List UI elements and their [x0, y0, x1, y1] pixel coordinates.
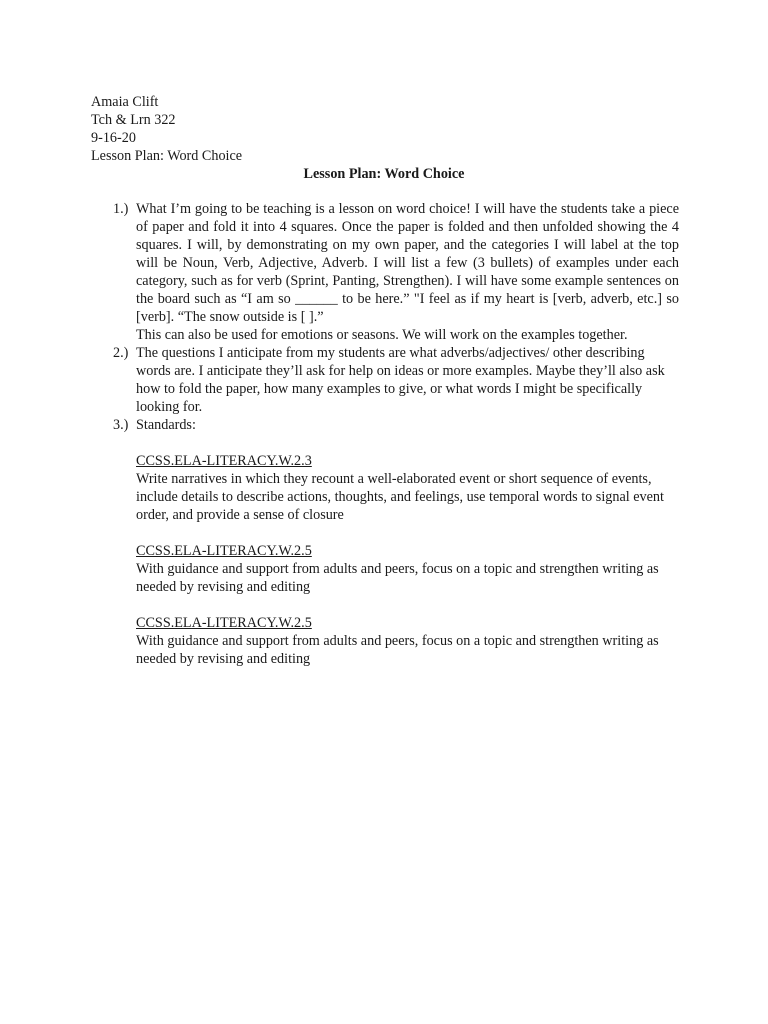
standard-entry — [136, 542, 679, 596]
author-name: Amaia Clift — [91, 94, 159, 110]
lesson-plan-list — [113, 200, 679, 686]
list-item-text: The questions I anticipate from my students are what adverbs/adjectives/ other describing words are. I anticipate they’ll ask for help on ideas or more examples. Maybe they’ll also ask how to fold the paper, how many examples to give, or what words I might be specifically looking for. — [136, 345, 665, 415]
standard-description: With guidance and support from adults and peers, focus on a topic and strengthen writing as needed by revising and editing — [136, 561, 659, 595]
standard-entry — [136, 452, 679, 524]
list-item-number: 2.) — [113, 345, 129, 361]
list-item-text: What I’m going to be teaching is a lesson on word choice! I will have the students take a piece of paper and fold it into 4 squares. Once the paper is folded and then unfolded showing the 4 squares. I will, by demonstrating on my own paper, and the categories I will label at the top will be Noun, Verb, Adjective, Adverb. I will list a few (3 bullets) of examples under each category, such as for verb (Sprint, Panting, Strengthen). I will have some example sentences on the board such as “I am so ______ to be here.” "I feel as if my heart is [verb, adverb, etc.] so [verb]. “The snow outside is [ ].” — [136, 201, 679, 325]
list-item — [113, 200, 679, 344]
standard-code-link[interactable]: CCSS.ELA-LITERACY.W.2.5 — [136, 615, 312, 631]
list-item-number: 1.) — [113, 201, 129, 217]
standard-description: Write narratives in which they recount a well-elaborated event or short sequence of events, include details to describe actions, thoughts, and feelings, use temporal words to signal event order, and provide a sense of closure — [136, 471, 664, 523]
standard-entry — [136, 614, 679, 668]
document-header — [91, 93, 242, 165]
standards-section — [113, 452, 679, 668]
standard-code-link[interactable]: CCSS.ELA-LITERACY.W.2.3 — [136, 453, 312, 469]
list-item-extra-text: This can also be used for emotions or seasons. We will work on the examples together. — [136, 327, 628, 343]
document-title: Lesson Plan: Word Choice — [303, 166, 465, 182]
standard-code-link[interactable]: CCSS.ELA-LITERACY.W.2.5 — [136, 543, 312, 559]
list-item-number: 3.) — [113, 417, 129, 433]
course-name: Tch & Lrn 322 — [91, 112, 176, 128]
list-item-text: Standards: — [136, 417, 196, 433]
list-item — [113, 416, 679, 434]
plan-line: Lesson Plan: Word Choice — [91, 148, 243, 164]
standard-description: With guidance and support from adults and peers, focus on a topic and strengthen writing as needed by revising and editing — [136, 633, 659, 667]
document-date: 9-16-20 — [91, 130, 136, 146]
list-item — [113, 344, 679, 416]
